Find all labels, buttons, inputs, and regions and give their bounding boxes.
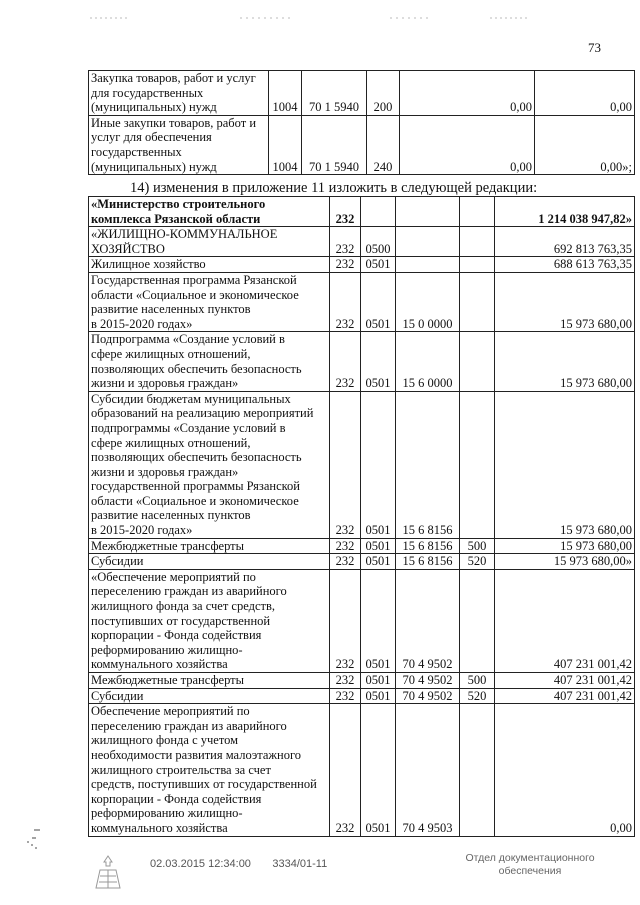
expense-type-code: [460, 391, 495, 538]
footer-code: 3334/01-11: [272, 858, 328, 870]
amount-2: 0,00: [535, 71, 635, 116]
scan-noise-marks: [90, 8, 530, 14]
table-row: [89, 71, 635, 116]
target-article-code: 15 6 8156: [396, 538, 460, 554]
expense-type-code: [460, 197, 495, 227]
ministry-code: 232: [330, 704, 361, 836]
amount: 407 231 001,42: [495, 688, 635, 704]
row-name: «Обеспечение мероприятий по переселению граждан из аварийного жилищного фонда за счет средств, поступивших от государственной корпорации - Фонда содействия реформированию жилищно- коммунального хозяйства: [89, 569, 330, 672]
table-row: [89, 569, 635, 672]
expense-type-code: [460, 257, 495, 273]
table-row: [89, 688, 635, 704]
target-article-code: [396, 257, 460, 273]
section-code: [361, 197, 396, 227]
table-row: [89, 554, 635, 570]
table-row: [89, 391, 635, 538]
ministry-code: 232: [330, 197, 361, 227]
table-row: [89, 227, 635, 257]
amendment-caption: 14) изменения в приложение 11 изложить в следующей редакции:: [130, 180, 538, 196]
section-code: 1004: [269, 115, 302, 174]
footer-meta: [150, 858, 327, 870]
ministry-code: 232: [330, 688, 361, 704]
expense-type-code: [460, 227, 495, 257]
amount: 407 231 001,42: [495, 673, 635, 689]
target-article-code: 70 4 9502: [396, 688, 460, 704]
margin-marks: [22, 828, 44, 852]
target-article-code: 70 4 9502: [396, 569, 460, 672]
table-row: [89, 197, 635, 227]
ministry-code: 232: [330, 332, 361, 391]
ministry-code: 232: [330, 391, 361, 538]
ministry-code: 232: [330, 569, 361, 672]
expense-type-code: [460, 332, 495, 391]
row-name: Межбюджетные трансферты: [89, 673, 330, 689]
emblem-icon: [88, 852, 128, 892]
page-number: 73: [588, 40, 601, 55]
section-code: 0501: [361, 554, 396, 570]
expense-type-code: [460, 272, 495, 331]
amount: 15 973 680,00: [495, 538, 635, 554]
amount: 15 973 680,00: [495, 332, 635, 391]
expense-type-code: 500: [460, 538, 495, 554]
row-name: Субсидии: [89, 554, 330, 570]
table-row: [89, 673, 635, 689]
row-name: Субсидии: [89, 688, 330, 704]
expense-type-code: 240: [367, 115, 400, 174]
row-name: Закупка товаров, работ и услуг для государственных (муниципальных) нужд: [89, 71, 269, 116]
table-row: [89, 257, 635, 273]
table-main: [88, 196, 635, 837]
row-name: Жилищное хозяйство: [89, 257, 330, 273]
table-row: [89, 332, 635, 391]
amount: 15 973 680,00: [495, 391, 635, 538]
expense-type-code: 200: [367, 71, 400, 116]
ministry-code: 232: [330, 554, 361, 570]
table-row: [89, 115, 635, 174]
section-code: 0500: [361, 227, 396, 257]
target-article-code: [396, 227, 460, 257]
table-row: [89, 272, 635, 331]
section-code: 0501: [361, 673, 396, 689]
section-code: 0501: [361, 332, 396, 391]
row-name: «ЖИЛИЩНО-КОММУНАЛЬНОЕ ХОЗЯЙСТВО: [89, 227, 330, 257]
section-code: 0501: [361, 688, 396, 704]
ministry-code: 232: [330, 227, 361, 257]
section-code: 0501: [361, 391, 396, 538]
amount: 15 973 680,00: [495, 272, 635, 331]
ministry-code: 232: [330, 257, 361, 273]
target-article-code: 15 6 8156: [396, 554, 460, 570]
row-name: Межбюджетные трансферты: [89, 538, 330, 554]
target-article-code: 15 6 8156: [396, 391, 460, 538]
amount: 688 613 763,35: [495, 257, 635, 273]
target-article-code: 70 1 5940: [302, 71, 367, 116]
row-name: Иные закупки товаров, работ и услуг для обеспечения государственных (муниципальных) нужд: [89, 115, 269, 174]
expense-type-code: 520: [460, 554, 495, 570]
row-name: Государственная программа Рязанской области «Социальное и экономическое развитие населенных пунктов в 2015-2020 годах»: [89, 272, 330, 331]
table-top: [88, 70, 635, 175]
amount: 15 973 680,00»: [495, 554, 635, 570]
table-row: [89, 538, 635, 554]
target-article-code: 15 6 0000: [396, 332, 460, 391]
target-article-code: 70 1 5940: [302, 115, 367, 174]
section-code: 0501: [361, 569, 396, 672]
ministry-code: 232: [330, 673, 361, 689]
table-row: [89, 704, 635, 836]
amount-1: 0,00: [400, 115, 535, 174]
section-code: 0501: [361, 704, 396, 836]
amount: 407 231 001,42: [495, 569, 635, 672]
row-name: Подпрограмма «Создание условий в сфере жилищных отношений, позволяющих обеспечить безопасность жизни и здоровья граждан»: [89, 332, 330, 391]
amount-1: 0,00: [400, 71, 535, 116]
section-code: 1004: [269, 71, 302, 116]
target-article-code: [396, 197, 460, 227]
target-article-code: 15 0 0000: [396, 272, 460, 331]
section-code: 0501: [361, 272, 396, 331]
expense-type-code: [460, 569, 495, 672]
amount-2: 0,00»;: [535, 115, 635, 174]
amount: 1 214 038 947,82»: [495, 197, 635, 227]
row-name: Субсидии бюджетам муниципальных образований на реализацию мероприятий подпрограммы «Создание условий в сфере жилищных отношений, позволяющих обеспечить безопасность жизни и здоровья граждан» государственной программы Рязанской области «Социальное и экономическое развитие населенных пунктов в 2015-2020 годах»: [89, 391, 330, 538]
target-article-code: 70 4 9502: [396, 673, 460, 689]
ministry-code: 232: [330, 538, 361, 554]
expense-type-code: 500: [460, 673, 495, 689]
footer-stamp: Отдел документационного обеспечения: [465, 852, 595, 877]
footer-timestamp: 02.03.2015 12:34:00: [150, 858, 251, 870]
section-code: 0501: [361, 538, 396, 554]
amount: 0,00: [495, 704, 635, 836]
expense-type-code: [460, 704, 495, 836]
ministry-code: 232: [330, 272, 361, 331]
amount: 692 813 763,35: [495, 227, 635, 257]
row-name: Обеспечение мероприятий по переселению граждан из аварийного жилищного фонда с учетом необходимости развития малоэтажного жилищного строительства за счет средств, поступивших от государственной корпорации - Фонда содействия реформированию жилищно- коммунального хозяйства: [89, 704, 330, 836]
section-code: 0501: [361, 257, 396, 273]
target-article-code: 70 4 9503: [396, 704, 460, 836]
expense-type-code: 520: [460, 688, 495, 704]
row-name: «Министерство строительного комплекса Рязанской области: [89, 197, 330, 227]
